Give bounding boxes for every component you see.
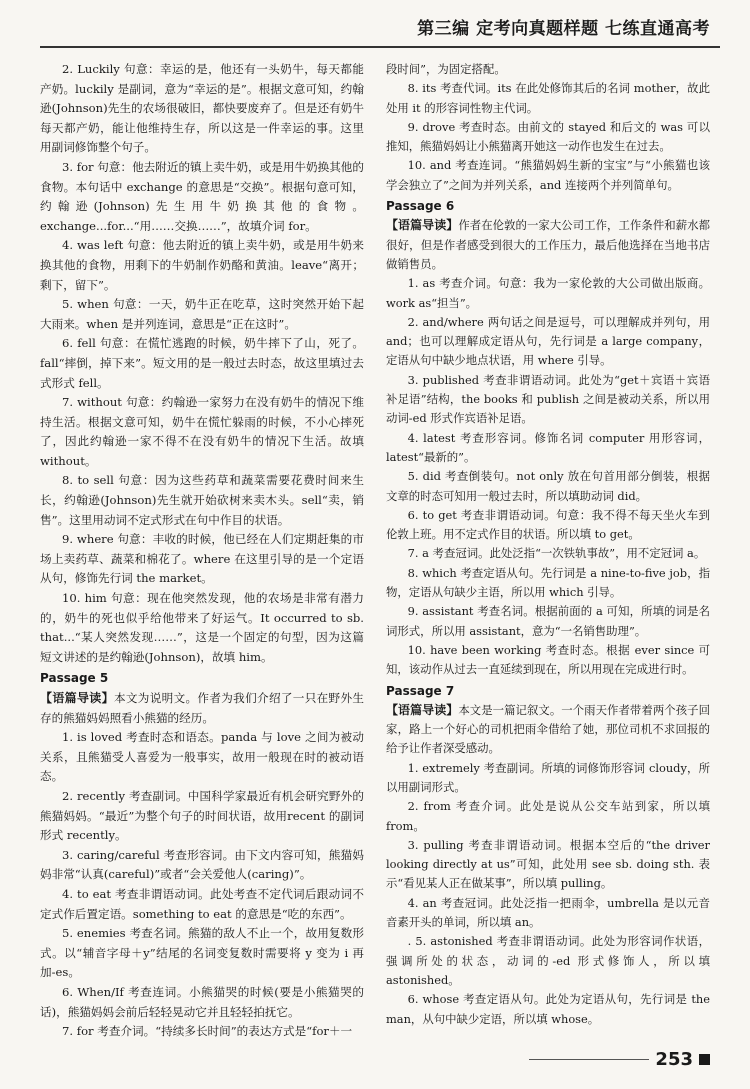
answer-item: . 5. astonished 考查非谓语动词。此处为形容词作状语，强调所处的状态，动词的-ed 形式修饰人，所以填 astonished。 — [386, 934, 710, 987]
reading-guide-text: 本文为说明文。作者为我们介绍了一只在野外生存的熊猫妈妈照看小熊猫的经历。 — [40, 691, 364, 725]
answer-item: 3. pulling 考查非谓语动词。根据本空后的“the driver looking directly at us”可知，此处用 see sb. doing sth. 表示“看见某人正在做某事”，所以填 pulling。 — [386, 837, 710, 891]
header-title: 第三编 定考向真题样题 七练直通高考 — [417, 19, 710, 39]
answer-item: 4. was left 句意：他去附近的镇上卖牛奶，或是用牛奶来换其他的食物，用剩下的牛奶制作奶酪和黄油。leave“离开；剩下，留下”。 — [40, 238, 364, 292]
reading-guide-label: 【语篇导读】 — [386, 218, 459, 233]
answer-item: 6. to get 考查非谓语动词。句意：我不得不每天坐火车到伦敦上班。用不定式作目的状语。所以填 to get。 — [386, 507, 710, 542]
passage-heading: Passage 5 — [40, 671, 109, 686]
answer-item: 3. for 句意：他去附近的镇上卖牛奶，或是用牛奶换其他的食物。本句话中 exchange 的意思是“交换”。根据句意可知，约翰逊(Johnson)先生用牛奶换其他的食物。exchange...for...“用……交换……”，故填介词 for。 — [40, 159, 364, 233]
answer-item: 10. him 句意：现在他突然发现，他的农场是非常有潜力的，奶牛的死也似乎给他带来了好运气。It occurred to sb. that...“某人突然发现……”，这是一个固定的句型，因为这篇短文讲述的是约翰逊(Johnson)，故填 him。 — [40, 591, 364, 664]
page-header — [0, 0, 750, 60]
answer-item: 6. whose 考查定语从句。此处为定语从句，先行词是 the man，从句中缺少定语，所以填 whose。 — [386, 992, 710, 1026]
answer-item: 4. latest 考查形容词。修饰名词 computer 用形容词，latest“最新的”。 — [386, 430, 710, 464]
footer-rule — [529, 1059, 649, 1060]
answer-item: 4. an 考查冠词。此处泛指一把雨伞，umbrella 是以元音音素开头的单词，所以填 an。 — [386, 895, 710, 930]
reading-guide — [386, 701, 710, 759]
reading-guide-label: 【语篇导读】 — [40, 691, 114, 705]
answer-continuation: 段时间”，为固定搭配。 — [386, 62, 506, 76]
answer-item: 2. from 考查介词。此处是说从公交车站到家，所以填 from。 — [386, 799, 710, 833]
answer-item: 3. caring/careful 考查形容词。由下文内容可知，熊猫妈妈非常“认真(careful)”或者“会关爱他人(caring)”。 — [40, 847, 364, 882]
passage-heading: Passage 7 — [386, 683, 455, 698]
reading-guide-text: 作者在伦敦的一家大公司工作，工作条件和薪水都很好，但是作者感受到很大的工作压力，最后他选择在当地书店做销售员。 — [386, 218, 710, 271]
answer-item: 1. as 考查介词。句意：我为一家伦敦的大公司做出版商。work as“担当”。 — [386, 276, 710, 310]
answer-item: 1. extremely 考查副词。所填的词修饰形容词 cloudy，所以用副词形式。 — [386, 760, 710, 794]
answer-item: 5. enemies 考查名词。熊猫的敌人不止一个，故用复数形式。以“辅音字母＋y”结尾的名词变复数时需要将 y 变为 i 再加-es。 — [40, 926, 364, 980]
answer-item: 9. where 句意：丰收的时候，他已经在人们定期赶集的市场上卖药草、蔬菜和棉花了。where 在这里引导的是一个定语从句，修饰先行词 the market。 — [40, 532, 364, 586]
answer-item: 5. did 考查倒装句。not only 放在句首用部分倒装，根据文章的时态可知用一般过去时，所以填助动词 did。 — [386, 469, 710, 503]
reading-guide — [386, 216, 710, 274]
answer-item: 4. to eat 考查非谓语动词。此处考查不定代词后跟动词不定式作后置定语。something to eat 的意思是“吃的东西”。 — [40, 886, 364, 921]
header-rule — [40, 46, 720, 48]
answer-item: 8. its 考查代词。its 在此处修饰其后的名词 mother，故此处用 it 的形容词性物主代词。 — [386, 81, 710, 115]
left-column — [40, 60, 364, 1045]
answer-item: 7. for 考查介词。“持续多长时间”的表达方式是“for＋一 — [62, 1024, 353, 1039]
answer-item: 2. Luckily 句意：幸运的是，他还有一头奶牛，每天都能产奶。luckily 是副词，意为“幸运的是”。根据文意可知，约翰逊(Johnson)先生的农场很破旧，都快要废弃了。但是还有奶牛每天都产奶，能让他维持生存，所以这是一件幸运的事。这里用副词修饰整个句子。 — [40, 62, 364, 155]
answer-item: 5. when 句意：一天，奶牛正在吃草，这时突然开始下起大雨来。when 是并列连词，意思是“正在这时”。 — [40, 297, 364, 331]
answer-item: 10. and 考查连词。“熊猫妈妈生新的宝宝”与“小熊猫也该学会独立了”之间为并列关系，and 连接两个并列简单句。 — [386, 158, 710, 192]
page-number: 253 — [655, 1048, 693, 1070]
passage-heading: Passage 6 — [386, 199, 455, 214]
answer-item: 7. without 句意：约翰逊一家努力在没有奶牛的情况下维持生活。根据文意可知，奶牛在慌忙躲雨的时候，不小心摔死了，因此约翰逊一家不得不在没有奶牛的情况下生活。故填 without。 — [40, 395, 364, 468]
answer-item: 6. fell 句意：在慌忙逃跑的时候，奶牛摔下了山，死了。fall“摔倒，掉下来”。短文用的是一般过去时态，故这里填过去式形式 fell。 — [40, 336, 364, 390]
answer-item: 2. and/where 两句话之间是逗号，可以理解成并列句，用 and；也可以理解成定语从句，先行词是 a large company，定语从句中缺少地点状语，用 where 引导。 — [386, 314, 710, 368]
page-footer — [529, 1047, 710, 1071]
answer-item: 7. a 考查冠词。此处泛指“一次铁轨事故”，用不定冠词 a。 — [407, 546, 706, 561]
answer-item: 1. is loved 考查时态和语态。panda 与 love 之间为被动关系，且熊猫受人喜爱为一般事实，故用一般现在时的被动语态。 — [40, 730, 364, 784]
answer-item: 3. published 考查非谓语动词。此处为“get＋宾语＋宾语补足语”结构，the books 和 publish 之间是被动关系，所以用动词-ed 形式作宾语补足语。 — [386, 372, 710, 426]
answer-item: 9. assistant 考查名词。根据前面的 a 可知，所填的词是名词形式，所以用 assistant，意为“一名销售助理”。 — [386, 604, 710, 638]
answer-item: 8. which 考查定语从句。先行词是 a nine-to-five job，指物，定语从句缺少主语，所以用 which 引导。 — [386, 565, 710, 600]
reading-guide-label: 【语篇导读】 — [386, 702, 459, 717]
answer-item: 9. drove 考查时态。由前文的 stayed 和后文的 was 可以推知，熊猫妈妈让小熊猫离开她这一动作也发生在过去。 — [386, 119, 710, 154]
answer-item: 8. to sell 句意：因为这些药草和蔬菜需要花费时间来生长，约翰逊(Johnson)先生就开始砍树来卖木头。sell“卖，销售”。这里用动词不定式形式在句中作目的状语。 — [40, 473, 364, 527]
reading-guide-text: 本文是一篇记叙文。一个雨天作者带着两个孩子回家，路上一个好心的司机把雨伞借给了她，那位司机不求回报的给予让作者深受感动。 — [386, 702, 710, 756]
right-column — [386, 60, 710, 1045]
answer-item: 2. recently 考查副词。中国科学家最近有机会研究野外的熊猫妈妈。“最近”为整个句子的时间状语，故用recent 的副词形式 recently。 — [40, 788, 364, 843]
answer-item: 10. have been working 考查时态。根据 ever since 可知，该动作从过去一直延续到现在，所以用现在完成进行时。 — [386, 642, 710, 677]
square-icon — [699, 1054, 710, 1065]
reading-guide — [40, 689, 364, 728]
answer-item: 6. When/If 考查连词。小熊猫哭的时候(要是小熊猫哭的话)，熊猫妈妈会前后轻轻晃动它并且轻轻拍抚它。 — [40, 984, 364, 1019]
answer-columns — [40, 60, 710, 1045]
